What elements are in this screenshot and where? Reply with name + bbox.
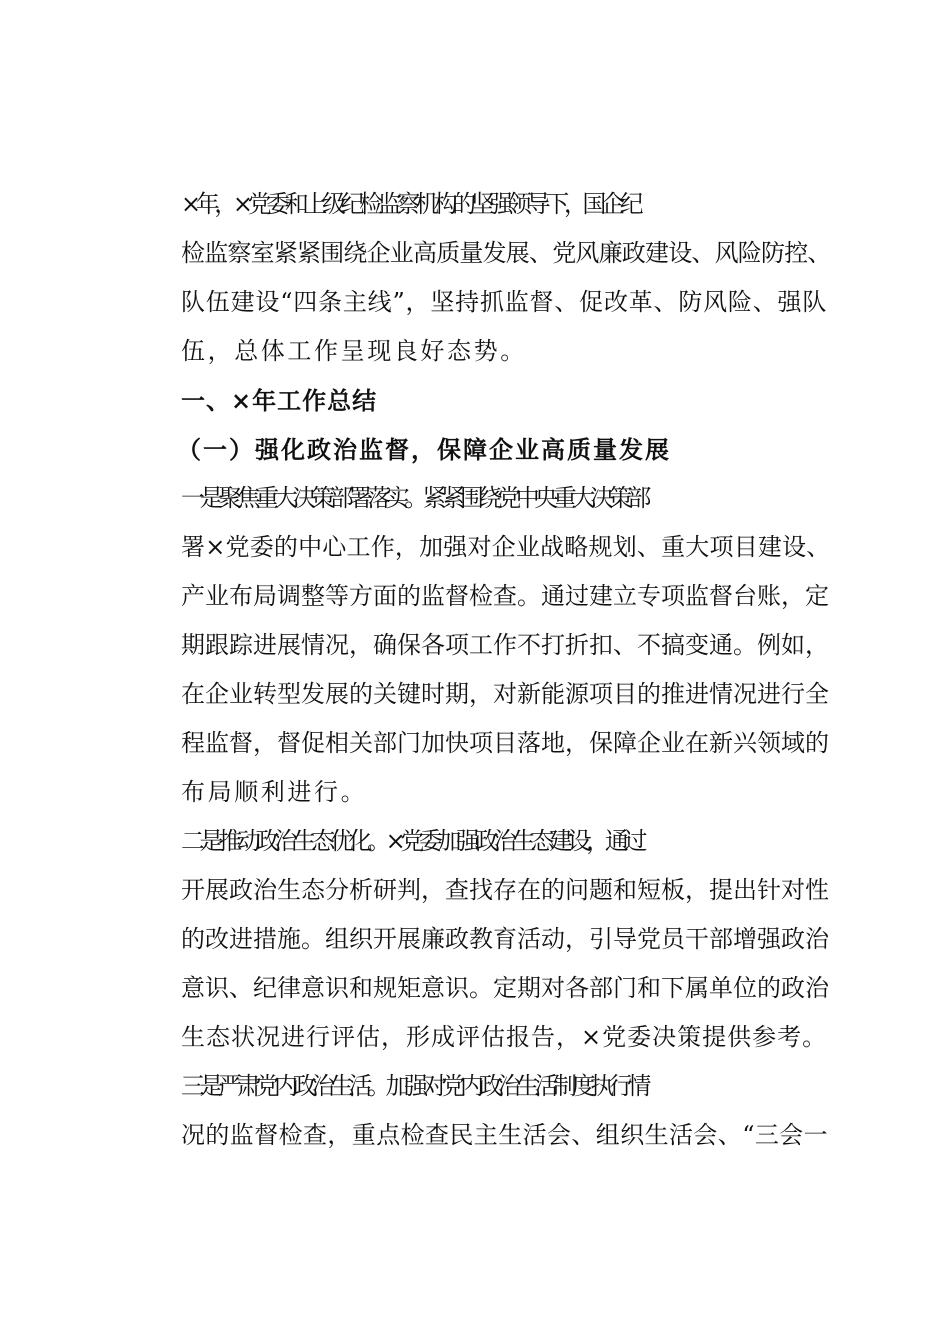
text-line: ×年，×党委和上级纪检监察机构的坚强领导下，国企纪 [181,190,639,218]
section-heading: 一、×年工作总结 [181,386,378,415]
text-line: 开展政治生态分析研判，查找存在的问题和短板，提出针对性 [181,876,829,904]
text-line: 伍，总体工作呈现良好态势。 [181,337,527,365]
text-line: 生态状况进行评估，形成评估报告，×党委决策提供参考。 [181,1023,828,1051]
text-line: 队伍建设“四条主线”，坚持抓监督、促改革、防风险、强队 [181,288,828,316]
text-line: 期跟踪进展情况，确保各项工作不打折扣、不搞变通。例如， [181,631,829,659]
text-line: 意识、纪律意识和规矩意识。定期对各部门和下属单位的政治 [181,974,829,1002]
text-line: 一是聚焦重大决策部署落实。紧紧围绕党中央重大决策部 [181,484,646,512]
document-body [129,180,829,1160]
text-line: 署×党委的中心工作，加强对企业战略规划、重大项目建设、 [181,533,831,561]
text-line: 产业布局调整等方面的监督检查。通过建立专项监督台账，定 [181,582,829,610]
text-line: 的改进措施。组织开展廉政教育活动，引导党员干部增强政治 [181,925,829,953]
body-paragraph-3 [129,1062,829,1160]
intro-paragraph [129,180,829,376]
text-line: 二是推动政治生态优化。×党委加强政治生态建设，通过 [181,827,643,855]
text-line: 程监督，督促相关部门加快项目落地，保障企业在新兴领域的 [181,729,829,757]
text-line: 三是严肃党内政治生活。加强对党内政治生活制度执行情 [181,1072,646,1100]
text-line: 在企业转型发展的关键时期，对新能源项目的推进情况进行全 [181,680,829,708]
subsection-heading: （一）强化政治监督，保障企业高质量发展 [177,435,671,464]
body-paragraph-1 [129,474,829,817]
text-line: 检监察室紧紧围绕企业高质量发展、党风廉政建设、风险防控、 [181,239,831,267]
body-paragraph-2 [129,817,829,1062]
text-line: 布局顺利进行。 [181,778,368,806]
text-line: 况的监督检查，重点检查民主生活会、组织生活会、“三会一 [181,1121,829,1149]
